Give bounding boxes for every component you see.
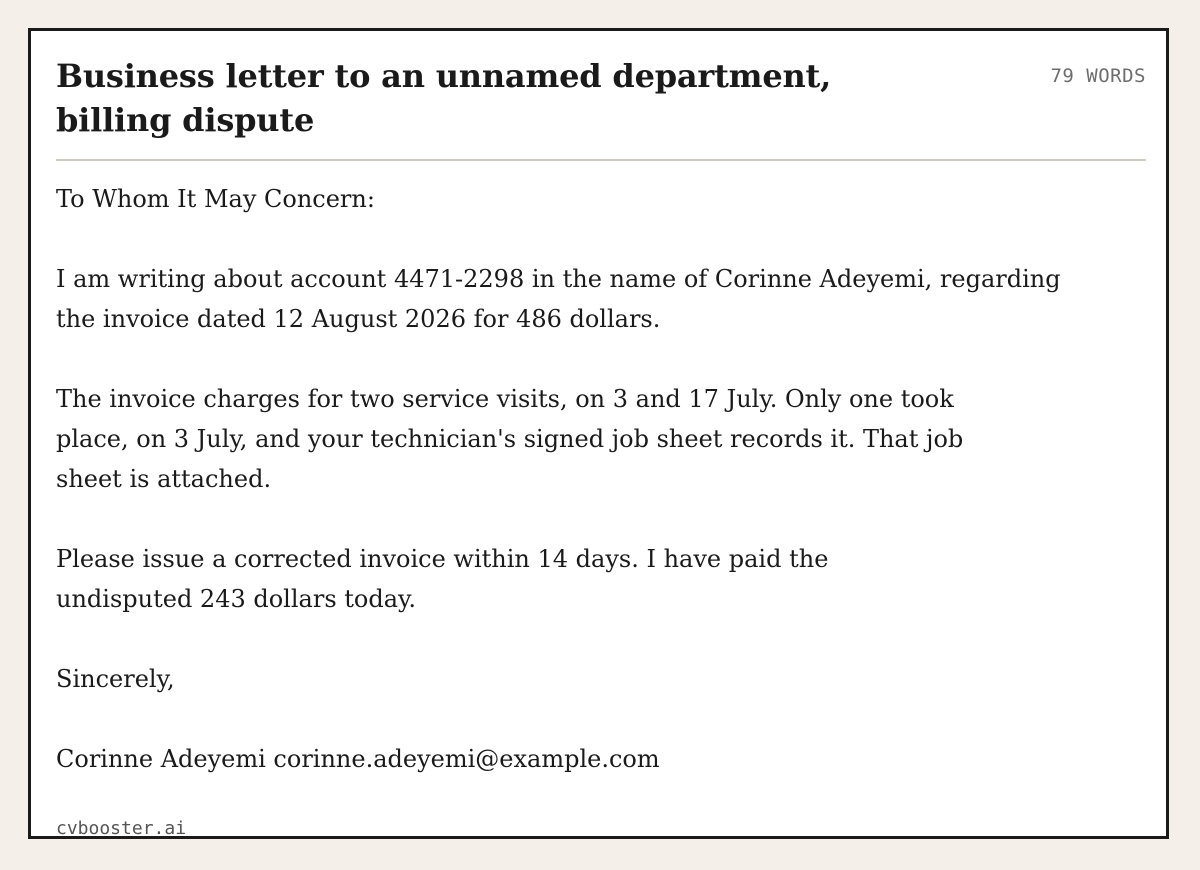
brand-footer: cvbooster.ai [56,818,187,839]
word-count: 79 WORDS [1050,65,1146,87]
letter-title: Business letter to an unnamed department, billing dispute [56,57,832,139]
header-divider [56,159,1146,161]
letter-body [56,179,1066,779]
paragraph-visits: The invoice charges for two service visits, on 3 and 17 July. Only one took place, on 3 July, and your technician's signed job sheet records it. That job sheet is attached. [56,385,964,493]
signature: Corinne Adeyemi corinne.adeyemi@example.com [56,745,660,773]
letter-header [56,54,1146,142]
salutation: To Whom It May Concern: [56,185,375,213]
paragraph-request: Please issue a corrected invoice within 14 days. I have paid the undisputed 243 dollars today. [56,545,829,613]
letter-card [28,28,1169,839]
paragraph-account: I am writing about account 4471-2298 in the name of Corinne Adeyemi, regarding the invoice dated 12 August 2026 for 486 dollars. [56,265,1061,333]
closing: Sincerely, [56,665,175,693]
